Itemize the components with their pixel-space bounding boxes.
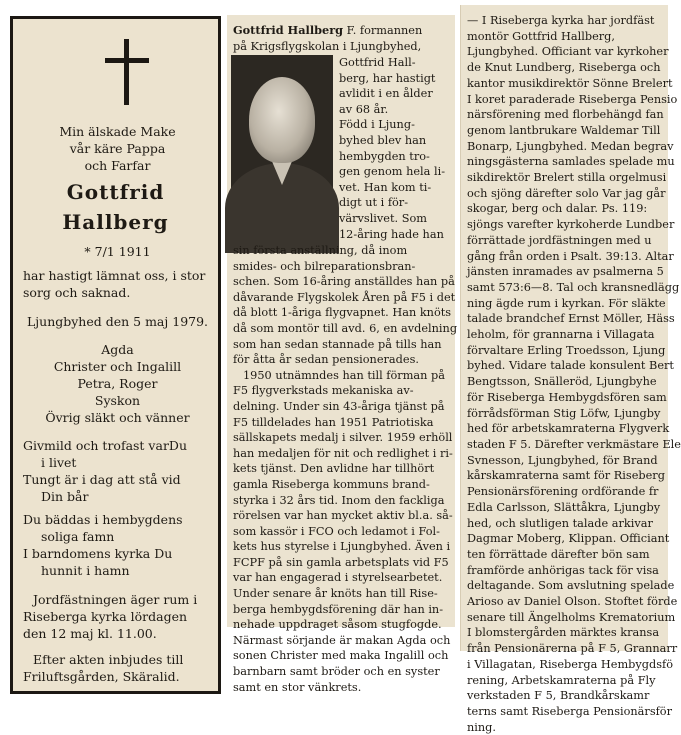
family-list: Agda Christer och Ingalill Petra, Roger Syskon Övrig släkt och vänner [45, 342, 190, 425]
report-line: staden F 5. Därefter verkmästare Ele [467, 437, 681, 451]
deceased-last-name: Hallberg [62, 210, 169, 234]
report-line: Svnesson, Ljungbyhed, för Brand [467, 453, 658, 467]
article-intro: Gottfrid Hall- berg, har hastigt avlidit i en ålder av 68 år. Född i Ljung- byhed blev han hembygden tro- gen genom hela li- vet. Han kom ti- digt ut i för- värvslivet. Som 12-åring hade han [339, 56, 446, 241]
report-line: verkstaden F 5, Brandkårskamr [467, 689, 650, 703]
report-line: ning. [467, 720, 496, 734]
report-line: de Knut Lundberg, Riseberga och [467, 61, 661, 75]
report-line: framförde anhörigas tack för visa [467, 563, 659, 577]
report-line: förvaltare Erling Troedsson, Ljung [467, 343, 666, 357]
passing-text: har hastigt lämnat oss, i stor sorg och saknad. [23, 268, 206, 300]
report-line: leholm, för grannarna i Villagata [467, 328, 655, 342]
funeral-info: Jordfästningen äger rum i Riseberga kyrka lördagen den 12 maj kl. 11.00. [23, 592, 198, 641]
report-line: från Pensionärerna på F 5, Grannarr [467, 642, 678, 656]
report-line: kårskamraterna samt för Riseberg [467, 469, 665, 483]
report-line: Pensionärsförening ordförande fr [467, 485, 659, 499]
report-line: I blomstergården märktes kransa [467, 626, 660, 640]
report-line: sikdirektör Brelert stilla orgelmusi [467, 171, 667, 185]
report-line: Dagmar Moberg, Klippan. Officiant [467, 532, 670, 546]
verse-one: Givmild och trofast varDu i livet Tungt är i dag att stå vid Din bår [23, 438, 187, 504]
notice-dedication: Min älskade Make vår käre Pappa och Farfar [59, 124, 176, 173]
report-line: talade brandchef Ernst Möller, Häss [467, 312, 675, 326]
report-line: ning ägde rum i kyrkan. För släkte [467, 296, 666, 310]
report-line: och sjöng därefter solo Var jag går [467, 186, 666, 200]
article-body: sin första anställning, då inom smides- och bilreparationsbran- schen. Som 16-åring anställdes han på dåvarande Flygskolek Åren på F5 i det då blott 1-åriga flygvapnet. Han knöts då som montör till avd. 6, en avdelning som han sedan stannade på tills han för åtta år sedan pensionerades. 1950 utnämndes han till förman på F5 flygverkstads mekaniska av- delning. Under sin 43-åriga tjänst på F5 tilldelades han 1951 Patriotiska sällskapets medalj i silver. 1959 erhöll han medaljen för nit och redlighet i ri- kets tjänst. Den avlidne har tillhört gamla Riseberga kommuns brand- styrka i 32 års tid. Inom den fackliga rörelsen var han mycket aktiv bl.a. så- som kassör i FCO och ledamot i Fol- kets hus styrelse i Ljungbyhed. Även i FCPF på sin gamla arbetsplats vid F5 var han engagerad i styrelsearbetet. Under senare år knöts han till Rise- berga hembygdsförening där han in- nehade uppdraget såsom stugfogde. Närmast sörjande är makan Agda och sonen Christer med maka Ingalill och barnbarn samt bröder och en syster samt en stor vänkrets. [233, 244, 458, 694]
verse-two: Du bäddas i hembygdens soliga famn I barndomens kyrka Du hunnit i hamn [23, 512, 183, 578]
report-line: rening, Arbetskamraterna på Fly [467, 673, 656, 687]
report-line: sjöngs varefter kyrkoherde Lundber [467, 218, 675, 232]
portrait-photo [231, 55, 333, 235]
report-line: gång från orden i Psalt. 39:13. Altar [467, 249, 674, 263]
report-line: Edla Carlsson, Slättåkra, Ljungby [467, 500, 661, 514]
place-date: Ljungbyhed den 5 maj 1979. [26, 314, 209, 329]
article-heading: Gottfrid Hallberg F. formannen på Krigsflygskolan i Ljungbyhed, [233, 23, 423, 53]
reception-info: Efter akten inbjudes till Friluftsgården, Skäralid. [23, 652, 184, 684]
report-line: — I Riseberga kyrka har jordfäst [467, 14, 655, 27]
report-line: I koret paraderade Riseberga Pensio [467, 92, 678, 106]
funeral-report [460, 5, 681, 734]
report-line: Ljungbyhed. Officiant var kyrkoher [467, 45, 669, 59]
cross-icon [105, 39, 149, 105]
report-line: samt 573:6—8. Tal och kransnedlägg [467, 280, 680, 294]
report-line: ten förrättade därefter bön sam [467, 547, 650, 561]
report-line: förrådsförman Stig Löfw, Ljungby [467, 406, 661, 420]
birth-date: * 7/1 1911 [84, 244, 151, 259]
report-line: genom lantbrukare Waldemar Till [467, 123, 661, 137]
report-line: Bonarp, Ljungbyhed. Medan begrav [467, 139, 674, 153]
report-line: senare till Ängelholms Krematorium [467, 610, 676, 624]
report-line: hed, och slutligen talade arkivar [467, 516, 653, 530]
article-name: Gottfrid Hallberg [233, 23, 344, 37]
report-line: montör Gottfrid Hallberg, [467, 29, 615, 43]
report-line: Bengtsson, Snälleröd, Ljungbyhe [467, 375, 657, 389]
report-line: hed för arbetskamraterna Flygverk [467, 422, 670, 436]
report-line: förrättade jordfästningen med u [467, 233, 652, 247]
report-line: terns samt Riseberga Pensionärsför [467, 704, 672, 718]
report-line: för Riseberga Hembygdsfören sam [467, 390, 667, 404]
funeral-report-text [467, 13, 681, 735]
report-line: närsförening med florbehängd fan [467, 108, 664, 122]
report-line: ningsgästerna samlades spelade mu [467, 155, 675, 169]
deceased-first-name: Gottfrid [66, 180, 165, 204]
report-line: kantor musikdirektör Sönne Brelert [467, 76, 673, 90]
death-notice [10, 16, 221, 694]
report-line: jänsten inramades av psalmerna 5 [467, 265, 664, 279]
report-line: skogar, berg och dalar. Ps. 119: [467, 202, 648, 216]
obituary-article [227, 15, 458, 694]
report-line: Arioso av Daniel Olson. Stoftet förde [467, 595, 678, 609]
report-line: i Villagatan, Riseberga Hembygdsfö [467, 657, 674, 671]
report-line: byhed. Vidare talade konsulent Bert [467, 359, 674, 373]
report-line: deltagande. Som avslutning spelade [467, 579, 675, 593]
